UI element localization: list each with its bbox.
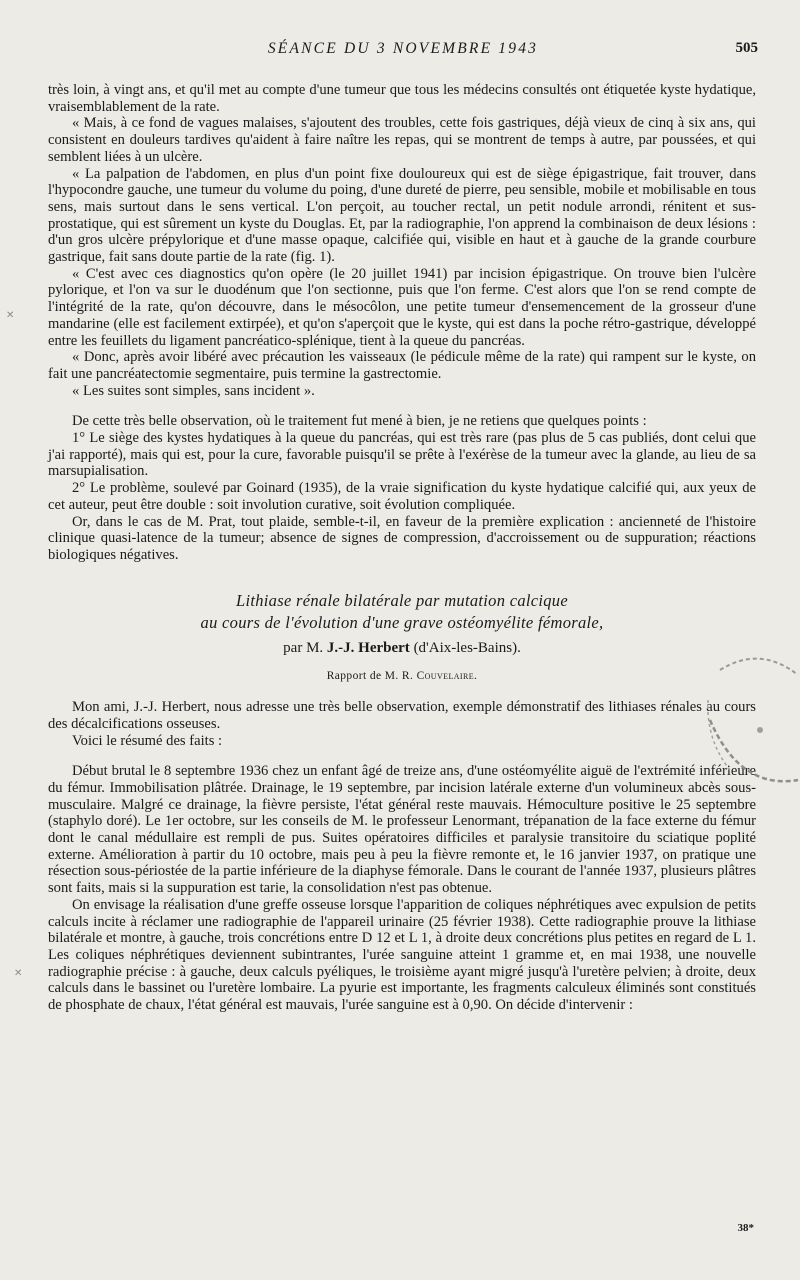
paragraph: « Mais, à ce fond de vagues malaises, s'ajoutent des troubles, cette fois gastriques, déjà vieux de cinq à six ans, qui consistent en douleurs tardives qu'aident à faire naître les repas, qui se montrent de temps à autre, par poussées, et qui semblent liées à un ulcère. <box>48 115 756 165</box>
report-author: Couvelaire. <box>416 670 478 683</box>
byline-suffix: (d'Aix-les-Bains). <box>413 639 521 656</box>
page-header <box>48 40 758 66</box>
page-number: 505 <box>735 40 758 56</box>
paragraph: Mon ami, J.-J. Herbert, nous adresse une très belle observation, exemple démonstratif des lithiases rénales au cours des décalcifications osseuses. <box>48 699 756 732</box>
paragraph: On envisage la réalisation d'une greffe osseuse lorsque l'apparition de coliques néphrétiques avec expulsion de petits calculs incite à réclamer une radiographie de l'appareil urinaire (25 février 1938). Cette radiographie prouve la lithiase bilatérale et montre, à gauche, trois concrétions entre D 12 et L 1, à droite deux concrétions plus petites en regard de L 1. Les coliques néphrétiques deviennent subintrantes, l'urée sanguine atteint 1 gramme et, en mai 1938, une nouvelle radiographie précise : à gauche, deux calculs pyéliques, le troisième ayant migré jusqu'à l'uretère pelvien; à droite, deux calculs dans le bassinet ou l'uretère lombaire. La pyurie est importante, les fragments calculeux éliminés sont constitués de phosphate de chaux, l'état général est mauvais, l'urée sanguine est à 0,90. On décide d'intervenir : <box>48 896 756 1014</box>
page-text <box>48 82 756 1014</box>
margin-mark-icon: ✕ <box>6 310 15 321</box>
paragraph: Voici le résumé des faits : <box>72 732 223 749</box>
paragraph: « Les suites sont simples, sans incident ». <box>72 382 315 399</box>
signature-mark: 38* <box>737 1222 754 1234</box>
paragraph: 2° Le problème, soulevé par Goinard (1935), de la vraie signification du kyste hydatique calcifié qui, aux yeux de cet auteur, peut être double : soit involution curative, soit évolution compliquée. <box>48 480 756 513</box>
report-prefix: Rapport de M. R. <box>326 670 414 683</box>
paragraph: « C'est avec ces diagnostics qu'on opère (le 20 juillet 1941) par incision épigastrique. On trouve bien l'ulcère pylorique, et l'on va sur le duodénum que l'on sectionne, puis que l'on ferme. C'est alors que l'on se rend compte de l'intégrité de la rate, qu'on découvre, dans le mésocôlon, une petite tumeur d'ensemencement de la grosseur d'une mandarine (elle est facilement extirpée), et qu'on s'aperçoit que le kyste, qui est dans la poche rétro-gastrique, développé entre les feuillets du ligament pancréatico-splénique, tient à la queue du pancréas. <box>48 265 756 349</box>
article-title-line: Lithiase rénale bilatérale par mutation calcique <box>236 590 568 610</box>
paragraph: très loin, à vingt ans, et qu'il met au compte d'une tumeur que tous les médecins consultés ont étiquetée kyste hydatique, vraisemblablement de la rate. <box>48 82 756 115</box>
article-title <box>48 590 756 634</box>
report-line <box>48 668 756 685</box>
article-byline <box>48 640 756 657</box>
library-stamp-icon <box>700 640 800 800</box>
paragraph: Début brutal le 8 septembre 1936 chez un enfant âgé de treize ans, d'une ostéomyélite aiguë de l'extrémité inférieure du fémur. Immobilisation plâtrée. Drainage, le 19 septembre, par incision latérale externe d'un volumineux abcès sous-musculaire. Malgré ce drainage, la fièvre persiste, l'état général reste mauvais. Hémoculture positive le 25 septembre (staphylo doré). Le 1er octobre, sur les conseils de M. le professeur Lenormant, trépanation de la face externe du fémur dont le canal médullaire est rempli de pus. Suites opératoires difficiles et paralysie transitoire du sciatique poplité externe. Amélioration à partir du 10 octobre, mais peu à peu la fièvre remonte et, le 16 janvier 1937, on pratique une résection sous-périostée de la partie inférieure de la diaphyse fémorale. Dans le courant de l'année 1937, plusieurs plâtres sont faits, mais si la suppuration est tarie, la consolidation n'est pas obtenue. <box>48 763 756 897</box>
paragraph: « La palpation de l'abdomen, en plus d'un point fixe douloureux qui est de siège épigastrique, fait trouver, dans l'hypocondre gauche, une tumeur du volume du poing, d'une dureté de pierre, peu sensible, mobile et mobilisable en tous sens, mais surtout dans le sens vertical. L'on perçoit, au toucher rectal, un petit nodule arrondi, rénitent et sus-prostatique, qui est sûrement un kyste du Douglas. Et, par la radiographie, l'on apprend la combinaison de deux lésions : d'un gros ulcère prépylorique et d'une masse opaque, calcifiée qui, visible en haut et à gauche de la grande courbure gastrique, fait sans doute partie de la rate (fig. 1). <box>48 165 756 266</box>
running-title: SÉANCE DU 3 NOVEMBRE 1943 <box>267 40 539 57</box>
byline-author: J.-J. Herbert <box>326 639 410 656</box>
paragraph: De cette très belle observation, où le traitement fut mené à bien, je ne retiens que quelques points : <box>72 413 647 430</box>
paragraph: Or, dans le cas de M. Prat, tout plaide, semble-t-il, en faveur de la première explication : ancienneté de l'histoire clinique quasi-latence de la tumeur; absence de signes de compression, d'accroissement ou de suppuration; réactions biologiques négatives. <box>48 513 756 563</box>
margin-mark-icon: ✕ <box>14 968 23 979</box>
article-title-line: au cours de l'évolution d'une grave ostéomyélite fémorale, <box>200 612 604 632</box>
byline-prefix: par M. <box>283 639 324 656</box>
paragraph: 1° Le siège des kystes hydatiques à la queue du pancréas, qui est très rare (pas plus de 5 cas publiés, dont celui que j'ai rapporté), mais qui est, pour la cure, favorable puisqu'il se prête à l'exérèse de la tumeur avec la glande, au lieu de sa marsupialisation. <box>48 430 756 480</box>
paragraph: « Donc, après avoir libéré avec précaution les vaisseaux (le pédicule même de la rate) qui rampent sur le kyste, on fait une pancréatectomie segmentaire, puis termine la gastrectomie. <box>48 349 756 382</box>
